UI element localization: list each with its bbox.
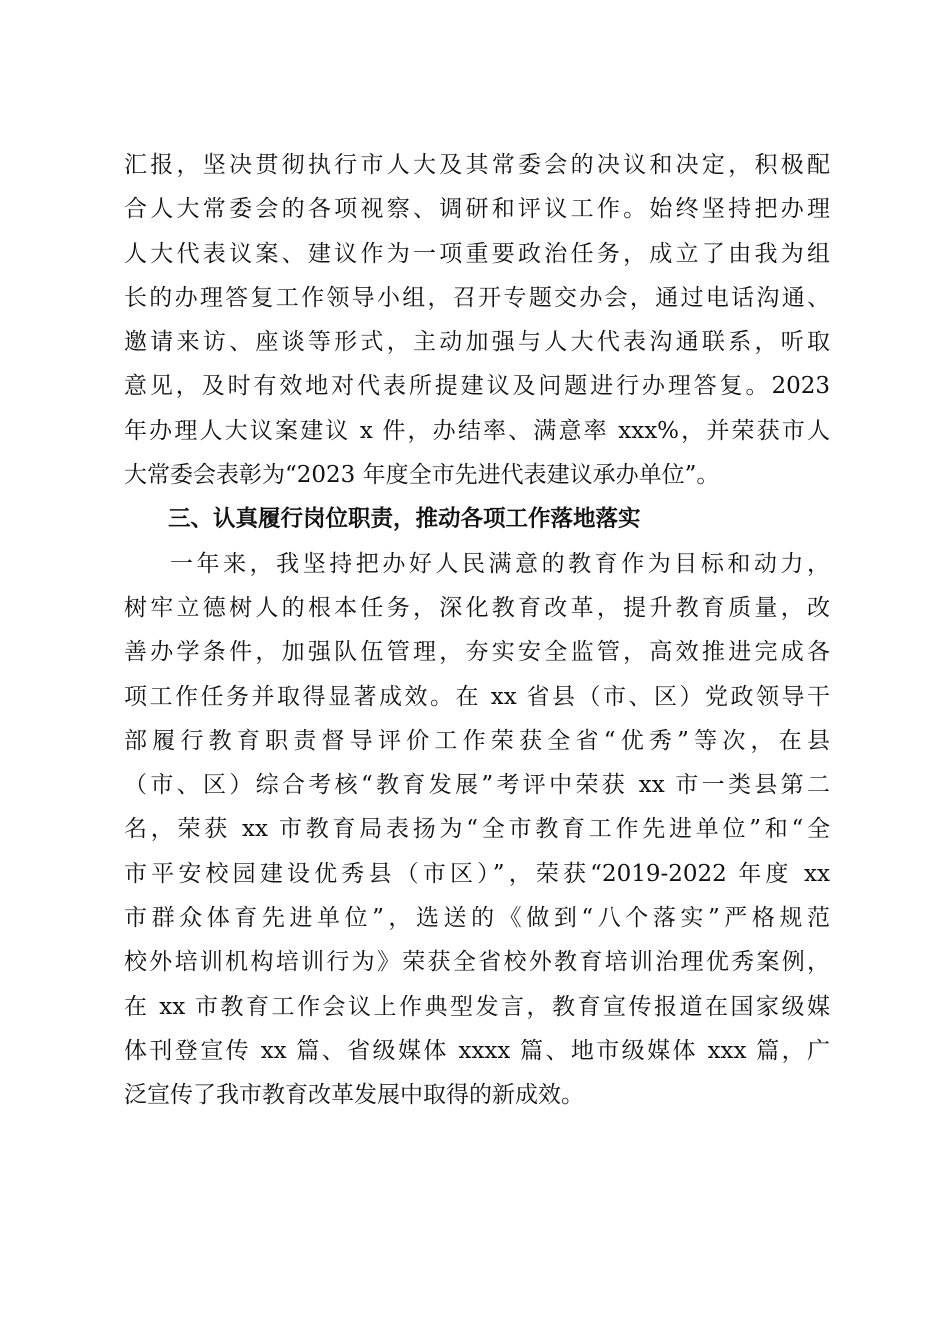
paragraph-line: 泛宣传了我市教育改革发展中取得的新成效。 — [124, 1082, 584, 1109]
paragraph-line: 体刊登宣传 xx 篇、省级媒体 xxxx 篇、地市级媒体 xxx 篇，广 — [124, 1037, 830, 1064]
paragraph-line: 部履行教育职责督导评价工作荣获全省“优秀”等次，在县 — [124, 727, 830, 754]
paragraph-line: 树牢立德树人的根本任务，深化教育改革，提升教育质量，改 — [124, 594, 830, 621]
section-heading: 三、认真履行岗位职责，推动各项工作落地落实 — [168, 506, 641, 533]
paragraph-line: 合人大常委会的各项视察、调研和评议工作。始终坚持把办理 — [124, 196, 830, 223]
paragraph-line: 大常委会表彰为“2023 年度全市先进代表建议承办单位”。 — [124, 462, 720, 489]
paragraph-line: 人大代表议案、建议作为一项重要政治任务，成立了由我为组 — [124, 240, 830, 267]
paragraph-line: 市平安校园建设优秀县（市区）”，荣获“2019-2022 年度 xx — [124, 860, 830, 887]
paragraph-line: 在 xx 市教育工作会议上作典型发言，教育宣传报道在国家级媒 — [124, 993, 830, 1020]
paragraph-line: 意见，及时有效地对代表所提建议及问题进行办理答复。2023 — [124, 373, 830, 400]
paragraph-line: 市群众体育先进单位”，选送的《做到“八个落实”严格规范 — [124, 905, 830, 932]
body-text — [124, 143, 830, 1118]
paragraph-line: （市、区）综合考核“教育发展”考评中荣获 xx 市一类县第二 — [124, 772, 830, 799]
paragraph-line: 汇报，坚决贯彻执行市人大及其常委会的决议和决定，积极配 — [124, 152, 830, 178]
paragraph-line: 长的办理答复工作领导小组，召开专题交办会，通过电话沟通、 — [124, 284, 830, 311]
paragraph-line: 一年来，我坚持把办好人民满意的教育作为目标和动力， — [170, 550, 830, 577]
paragraph-line: 善办学条件，加强队伍管理，夯实安全监管，高效推进完成各 — [124, 639, 830, 666]
paragraph-line: 年办理人大议案建议 x 件，办结率、满意率 xxx%，并荣获市人 — [124, 417, 830, 444]
paragraph-line: 校外培训机构培训行为》荣获全省校外教育培训治理优秀案例， — [124, 949, 830, 976]
paragraph-line: 邀请来访、座谈等形式，主动加强与人大代表沟通联系，听取 — [124, 329, 830, 356]
paragraph-line: 项工作任务并取得显著成效。在 xx 省县（市、区）党政领导干 — [124, 683, 830, 710]
paragraph-line: 名，荣获 xx 市教育局表扬为“全市教育工作先进单位”和“全 — [124, 816, 830, 843]
